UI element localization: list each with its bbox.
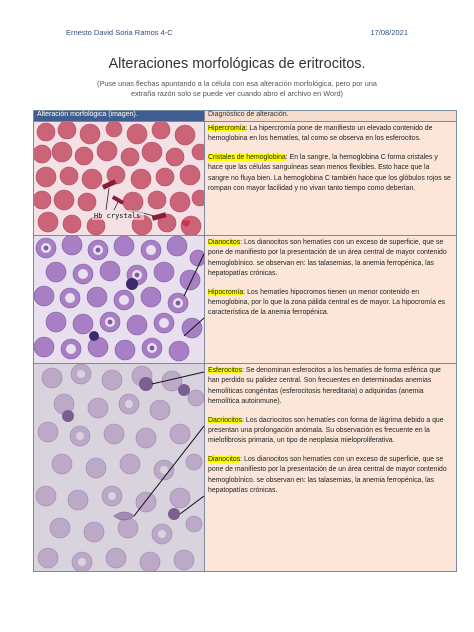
micrograph-cell-1: [34, 122, 205, 236]
term-highlight: Esferocitos: [208, 367, 243, 374]
term-description: : Los dianocitos son hematíes con un exceso de superficie, que se pone de manifiesto por la presentación de un área central de mayor contenido hemoglobínico. se observan en: las talasemias, la anemia ferropénica, las hepatopatías crónicas.: [208, 455, 447, 495]
term-description: : Los dacriocitos son hematíes con forma de lágrima debido a que presentan una prolongación anómala. Su observación es frecuente en la mielofibrosis primaria, un tipo de neoplasia mieloproliferativa.: [208, 416, 444, 445]
col-header-image: Alteración morfológica (imagen).: [34, 111, 205, 122]
term-highlight: Hipercromía: [208, 125, 246, 132]
diagnosis-cell-2: [205, 236, 457, 364]
diagnosis-item: [208, 366, 452, 408]
diagnosis-item: [208, 238, 452, 280]
col-header-diagnosis: Diagnóstico de alteración.: [205, 111, 457, 122]
date: 17/08/2021: [370, 28, 408, 37]
term-highlight: Dacriocitos: [208, 416, 243, 424]
micrograph-cell-3: [34, 364, 205, 572]
micrograph-spherocytes: [34, 364, 204, 571]
term-highlight: Hipocromía: [208, 288, 244, 296]
diagnosis-item: [208, 124, 452, 145]
diagnosis-cell-1: [205, 122, 457, 236]
diagnosis-item: [208, 288, 452, 319]
term-highlight: Dianocitos: [208, 455, 241, 463]
micrograph-hemoglobin-crystals: [34, 122, 204, 235]
morphology-table: [33, 110, 457, 572]
micrograph-cell-2: [34, 236, 205, 364]
term-description: : Se denominan esferocitos a los hematíes de forma esférica que han perdido su palidez central. Son frecuentes en determinadas anemias hemolíticas congénitas (esferocitosis hereditaria) o adquiridas (anemia hemolítica autoinmune).: [208, 367, 441, 406]
image-label-hb-crystals: Hb crystals: [94, 212, 141, 220]
diagnosis-item: [208, 153, 452, 195]
term-description: : Los hematíes hipocromos tienen un menor contenido en hemoglobina, por lo que la zona pálida central es de mayor. La hipocromía es característica de la anemia ferropénica.: [208, 288, 446, 317]
term-description: : La hipercromía pone de manifiesto un elevado contenido de hemoglobina en los hematíes, tal como se observa en los esferocitos.: [208, 125, 433, 143]
diagnosis-cell-3: [205, 364, 457, 572]
page-subtitle: (Puse unas flechas apuntando a la célula con esa alteración morfológica, pero por una extraña razón solo se puede ver cuando abro el archivo en Word): [97, 79, 377, 98]
micrograph-target-cells: [34, 236, 204, 363]
page-title: Alteraciones morfológicas de eritrocitos.: [108, 56, 366, 72]
diagnosis-item: [208, 455, 452, 497]
author-line: Ernesto David Soria Ramos 4-C: [66, 28, 173, 37]
diagnosis-item: [208, 416, 452, 447]
term-highlight: Cristales de hemoglobina: [208, 153, 286, 161]
page-header: [66, 28, 408, 40]
term-highlight: Dianocitos: [208, 239, 241, 246]
term-description: : En la sangre, la hemoglobina C forma cristales y hace que las células sanguíneas sean menos flexibles. Esto hace que la sangre no fluya bien. La hemoglobina C también hace que los glóbulos rojos se rompan con mayor facilidad y no vivan tanto tiempo como deberían.: [208, 153, 451, 193]
term-description: : Los dianocitos son hematíes con un exceso de superficie, que se pone de manifiesto por la presentación de un área central de mayor contenido hemoglobínico. se observan en: las talasemias, la anemia ferropénica, las hepatopatías crónicas.: [208, 239, 447, 278]
